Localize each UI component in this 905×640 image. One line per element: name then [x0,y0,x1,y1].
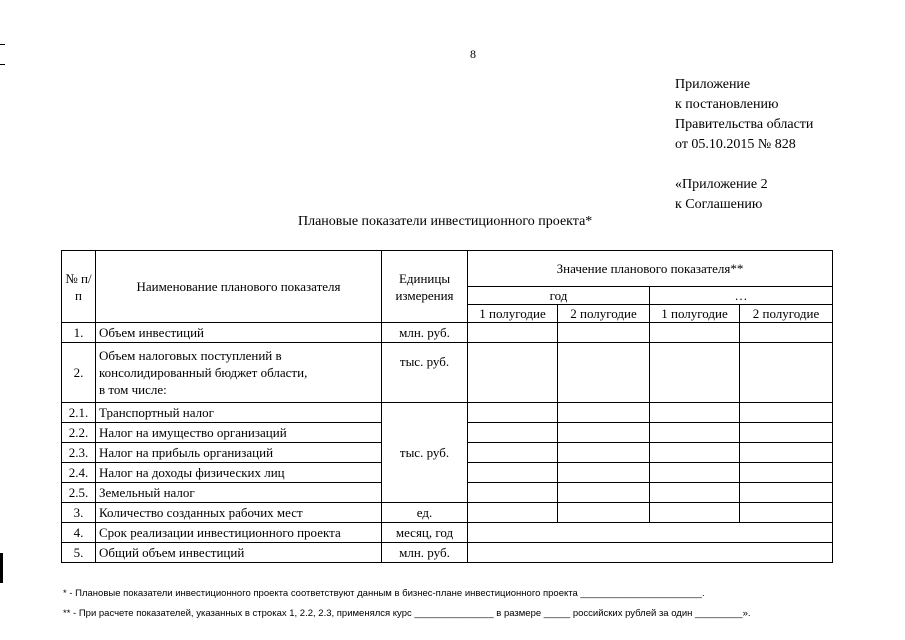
page-number: 8 [470,47,476,61]
header-half-3: 1 полугодие [650,305,740,323]
value-cell-merged [468,523,833,543]
scan-edge-mark-mid [0,64,5,65]
header-half-4: 2 полугодие [740,305,833,323]
value-cell [740,503,833,523]
appendix2-block [675,175,768,215]
header-half-1: 1 полугодие [468,305,558,323]
value-cell [558,403,650,423]
row-num: 3. [62,503,96,523]
row-num: 2. [62,343,96,403]
table-row [62,403,833,423]
scan-edge-mark-top [0,44,5,45]
indicators-table [61,250,833,563]
header-half-2: 2 полугодие [558,305,650,323]
row-num: 5. [62,543,96,563]
table-row [62,343,833,403]
appendix-line: Правительства области [675,117,814,132]
value-cell [558,443,650,463]
value-cell [468,483,558,503]
row-num: 2.4. [62,463,96,483]
value-cell [650,443,740,463]
header-num: № п/п [62,251,96,323]
document-title: Плановые показатели инвестиционного проекта* [298,214,593,229]
row-num: 2.5. [62,483,96,503]
row-name: Срок реализации инвестиционного проекта [96,523,382,543]
value-cell [558,323,650,343]
value-cell [558,463,650,483]
row-unit: ед. [382,503,468,523]
value-cell [468,463,558,483]
value-cell [558,343,650,403]
value-cell [650,423,740,443]
value-cell [650,403,740,423]
row-name: Земельный налог [96,483,382,503]
value-cell [468,343,558,403]
row-num: 2.2. [62,423,96,443]
value-cell [468,323,558,343]
value-cell [468,403,558,423]
appendix2-line: к Соглашению [675,197,763,212]
value-cell [558,423,650,443]
value-cell [468,503,558,523]
value-cell [558,503,650,523]
row-unit: тыс. руб. [382,343,468,403]
header-value: Значение планового показателя** [468,251,833,287]
table-row [62,323,833,343]
value-cell [740,443,833,463]
row-name: Налог на доходы физических лиц [96,463,382,483]
value-cell [650,323,740,343]
row-num: 1. [62,323,96,343]
appendix-line: от 05.10.2015 № 828 [675,137,796,152]
row-num: 4. [62,523,96,543]
appendix-line: к постановлению [675,97,779,112]
value-cell [740,323,833,343]
row-name: Количество созданных рабочих мест [96,503,382,523]
row-unit: млн. руб. [382,323,468,343]
value-cell [650,503,740,523]
value-cell-merged [468,543,833,563]
footnote-1: * - Плановые показатели инвестиционного проекта соответствуют данным в бизнес-плане инвестиционного проекта _______________________. [63,588,705,599]
appendix2-line: «Приложение 2 [675,177,768,192]
header-year: год [468,287,650,305]
row-name: Налог на прибыль организаций [96,443,382,463]
row-name: Объем налоговых поступлений в консолидированный бюджет области, в том числе: [96,343,382,403]
group-unit: тыс. руб. [382,403,468,503]
row-unit: месяц, год [382,523,468,543]
row-name: Объем инвестиций [96,323,382,343]
appendix-line: Приложение [675,77,751,92]
value-cell [740,483,833,503]
row-name: Транспортный налог [96,403,382,423]
value-cell [740,423,833,443]
header-name: Наименование планового показателя [96,251,382,323]
row-name: Налог на имущество организаций [96,423,382,443]
table-row [62,543,833,563]
row-name: Общий объем инвестиций [96,543,382,563]
value-cell [558,483,650,503]
header-unit: Единицы измерения [382,251,468,323]
table-row [62,503,833,523]
value-cell [650,343,740,403]
value-cell [650,463,740,483]
scan-edge-mark-bottom [0,553,3,583]
value-cell [468,443,558,463]
header-ellipsis: … [650,287,833,305]
table-row [62,523,833,543]
footnote-2: ** - При расчете показателей, указанных в строках 1, 2.2, 2.3, применялся курс _______________ в размере _____ российских рублей за один _________». [63,608,751,619]
row-num: 2.1. [62,403,96,423]
value-cell [740,403,833,423]
value-cell [468,423,558,443]
value-cell [650,483,740,503]
appendix-block [675,75,813,155]
row-num: 2.3. [62,443,96,463]
row-unit: млн. руб. [382,543,468,563]
value-cell [740,343,833,403]
value-cell [740,463,833,483]
